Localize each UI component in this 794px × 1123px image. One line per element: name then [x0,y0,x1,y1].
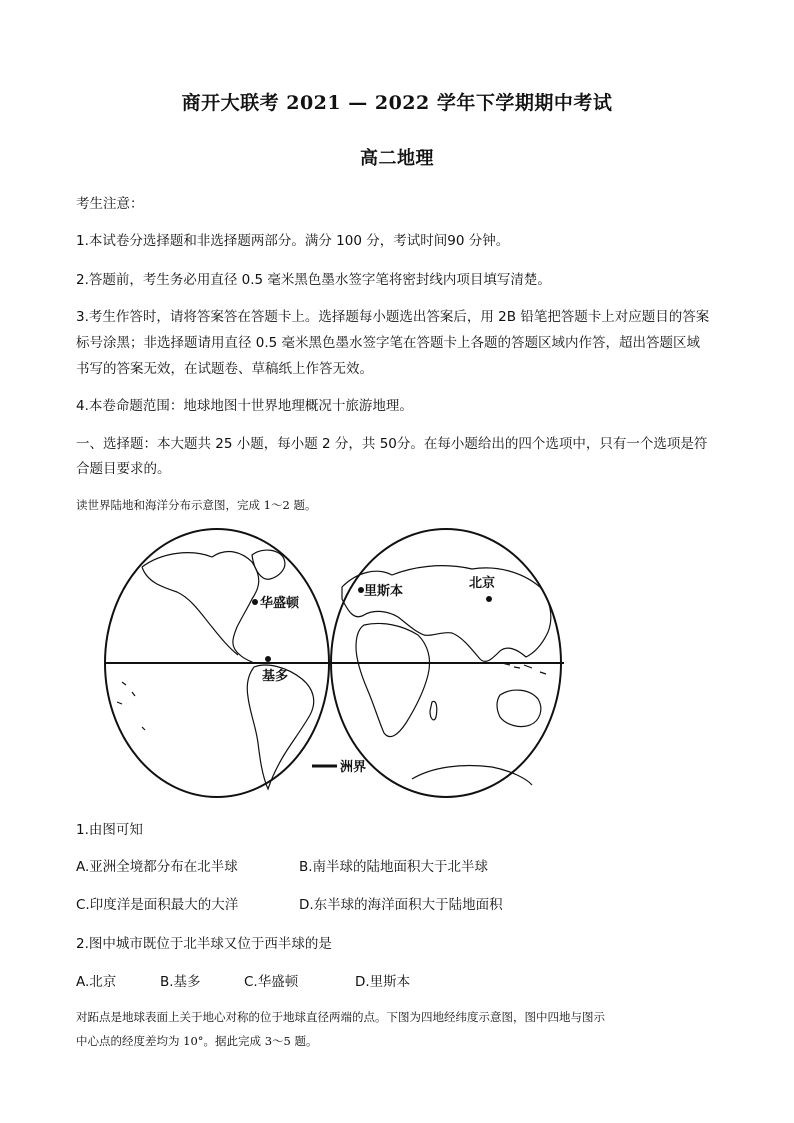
q2-option-a[interactable]: A.北京 [76,974,117,990]
notice-item-3-cont: 标号涂黑；非选择题请用直径 0.5 毫米黑色墨水签字笔在答题卡上各题的答题区域内作答，超出答题区域 [76,335,701,351]
section-heading-cont: 合题目要求的。 [76,461,171,477]
notice-item-3-cont2: 书写的答案无效，在试题卷、草稿纸上作答无效。 [76,361,373,377]
exam-title: 商开大联考 2021 — 2022 学年下学期期中考试 [181,92,613,114]
section-heading: 一、选择题：本大题共 25 小题，每小题 2 分，共 50分。在每小题给出的四个选项中，只有一个选项是符 [76,436,708,452]
north-america-outline [142,552,259,663]
map-intro: 读世界陆地和海洋分布示意图，完成 1～2 题。 [76,498,317,512]
q1-option-b[interactable]: B.南半球的陆地面积大于北半球 [299,859,489,875]
notice-item-1: 1.本试卷分选择题和非选择题两部分。满分 100 分，考试时间90 分钟。 [76,233,510,249]
quito-label: 基多 [262,669,289,684]
eurasia-outline [342,566,551,662]
q3-intro: 对跖点是地球表面上关于地心对称的位于地球直径两端的点。下图为四地经纬度示意图，图中四地与图示 [76,1010,605,1024]
q2-option-d[interactable]: D.里斯本 [355,974,411,990]
notice-heading: 考生注意： [76,196,144,212]
q2-option-c[interactable]: C.华盛顿 [244,974,299,990]
lisbon-label: 里斯本 [364,584,404,599]
notice-item-2: 2.答题前，考生务必用直径 0.5 毫米黑色墨水签字笔将密封线内项目填写清楚。 [76,272,551,288]
notice-item-4: 4.本卷命题范围：地球地图十世界地理概况十旅游地理。 [76,398,413,414]
africa-outline [356,623,430,736]
q2-option-b[interactable]: B.基多 [160,974,201,990]
legend-label: 洲界 [340,760,367,775]
world-map-figure [102,527,670,803]
washington-label: 华盛顿 [260,596,300,611]
antarctica-outline [412,766,532,786]
quito-marker [265,656,271,662]
beijing-marker [486,596,492,602]
q2-stem: 2.图中城市既位于北半球又位于西半球的是 [76,936,332,952]
washington-marker [252,599,258,605]
q1-option-a[interactable]: A.亚洲全境都分布在北半球 [76,859,238,875]
beijing-label: 北京 [469,576,496,591]
australia-outline [497,690,541,727]
q1-option-c[interactable]: C.印度洋是面积最大的大洋 [76,897,239,913]
q3-intro-cont: 中心点的经度差均为 10°。据此完成 3～5 题。 [76,1034,318,1048]
q1-stem: 1.由图可知 [76,822,143,838]
notice-item-3: 3.考生作答时，请将答案答在答题卡上。选择题每小题选出答案后，用 2B 铅笔把答题卡上对应题目的答案 [76,309,710,325]
subject-title: 高二地理 [360,148,434,169]
q1-option-d[interactable]: D.东半球的海洋面积大于陆地面积 [299,897,503,913]
